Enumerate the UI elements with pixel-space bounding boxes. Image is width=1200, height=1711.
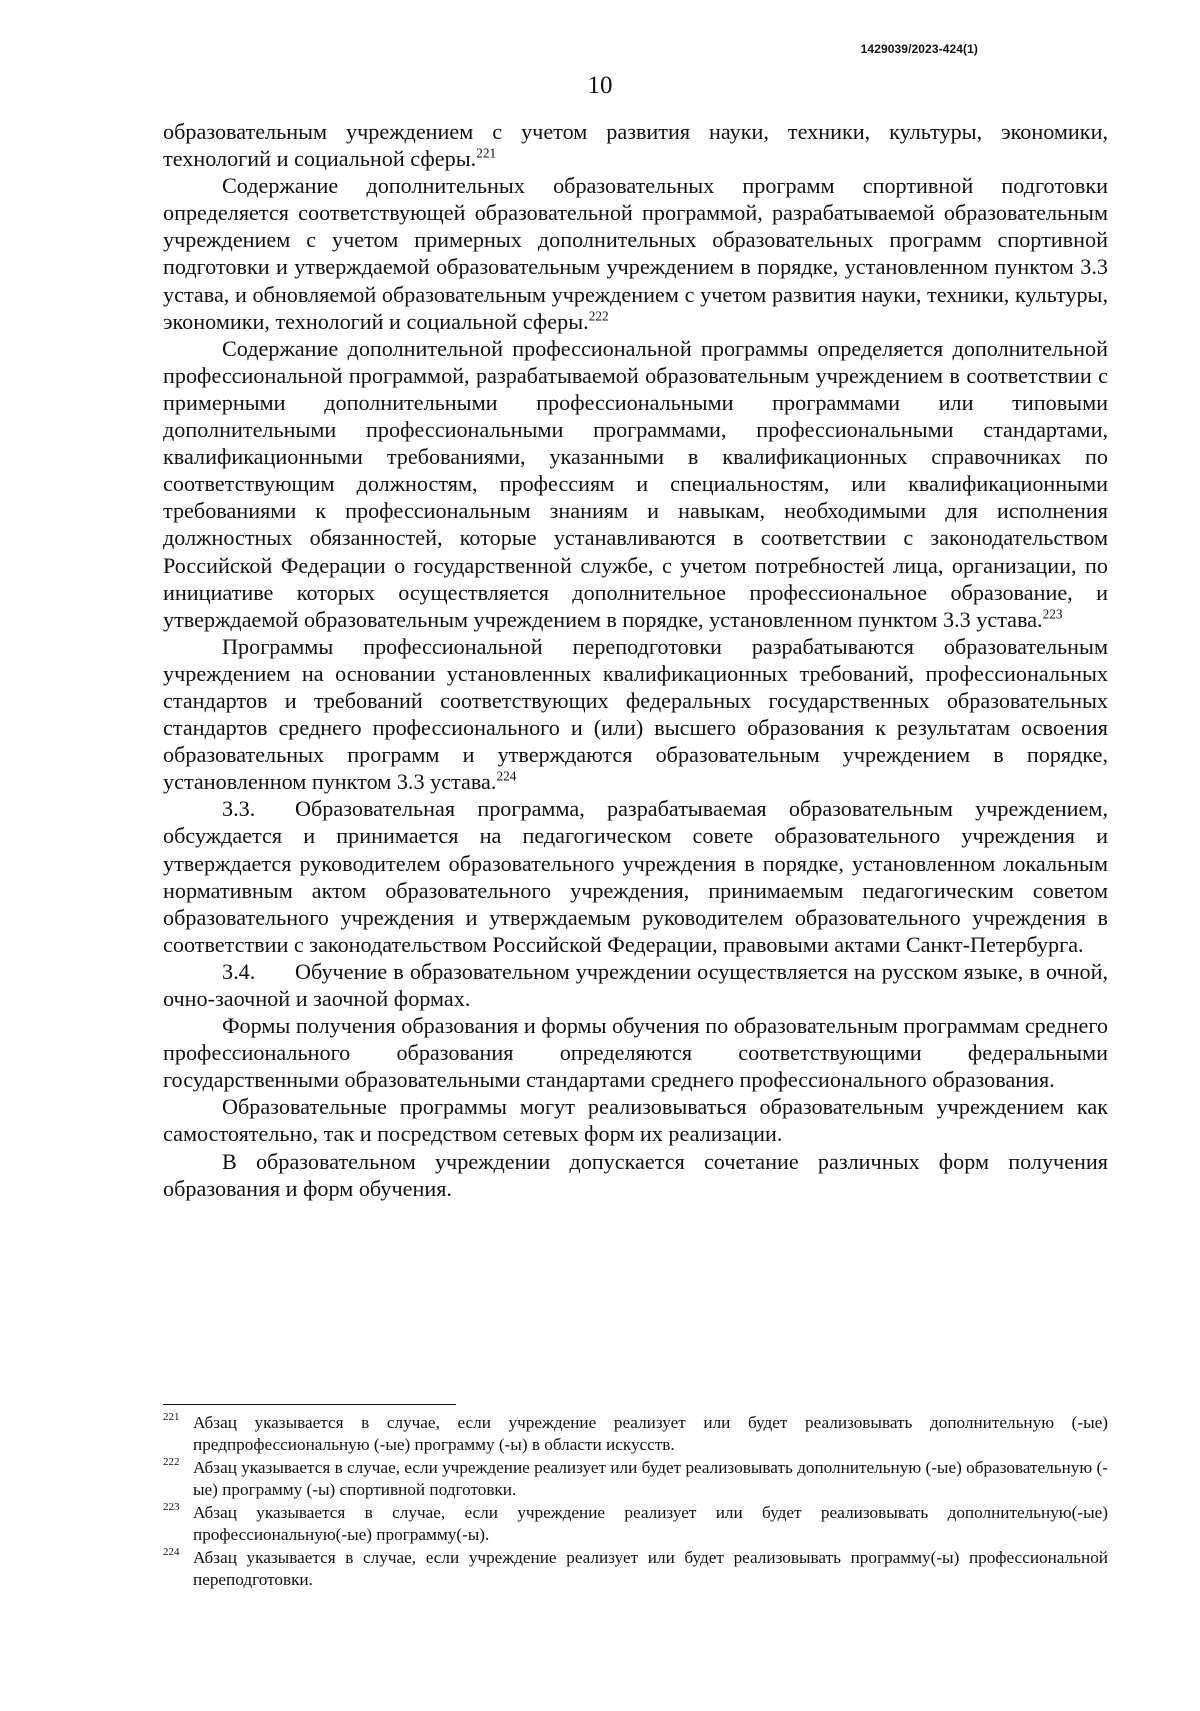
footnote-number: 224 — [163, 1546, 180, 1558]
footnote-ref[interactable]: 223 — [1042, 606, 1063, 622]
footnote-ref[interactable]: 222 — [588, 308, 609, 324]
clause-number: 3.4. — [222, 958, 256, 984]
footnote: 224 Абзац указывается в случае, если учреждение реализует или будет реализовывать программу(-ы) профессиональной переподготовки. — [163, 1547, 1108, 1590]
paragraph-continuation: образовательным учреждением с учетом развития науки, техники, культуры, экономики, технологий и социальной сферы.$^{221}$ — [163, 119, 1108, 172]
footnote-number: 221 — [163, 1411, 180, 1423]
paragraph-network-forms: Образовательные программы могут реализовываться образовательным учреждением как самостоятельно, так и посредством сетевых форм их реализации. — [163, 1094, 1108, 1147]
clause-number: 3.3. — [222, 796, 256, 822]
paragraph-education-forms: Формы получения образования и формы обучения по образовательным программам среднего профессионального образования определяются соответствующими федеральными государственными образовательными стандартами среднего профессионального образования. — [163, 1013, 1108, 1093]
footnote-number: 223 — [163, 1501, 180, 1513]
paragraph-professional-program: Содержание дополнительной профессиональной программы определяется дополнительной профессиональной программой, разрабатываемой образовательным учреждением в соответствии с примерными дополнительными профессиональными программами или типовыми дополнительными профессиональными программами, профессиональными стандартами, квалификационными требованиями, указанными в квалификационных справочниках по соответствующим должностям, профессиям и специальностям, или квалификационными требованиями к профессиональным знаниям и навыкам, необходимыми для исполнения должностных обязанностей, которые устанавливаются в соответствии с законодательством Российской Федерации о государственной службе, с учетом потребностей лица, организации, по инициативе которых осуществляется дополнительное профессиональное образование, и утверждаемой образовательным учреждением в порядке, установленном пунктом 3.3 устава.$^{223}$ — [163, 335, 1108, 632]
footnotes — [163, 1412, 1108, 1592]
footnote: 223 Абзац указывается в случае, если учреждение реализует или будет реализовывать дополнительную(-ые) профессиональную(-ые) программу(-ы). — [163, 1502, 1108, 1545]
footnote-ref[interactable]: 224 — [496, 768, 517, 784]
paragraph-retraining-programs: Программы профессиональной переподготовки разрабатываются образовательным учреждением на основании установленных квалификационных требований, профессиональных стандартов и требований соответствующих федеральных государственных образовательных стандартов среднего профессионального и (или) высшего образования к результатам освоения образовательных программ и утверждаются образовательным учреждением в порядке, установленном пунктом 3.3 устава.$^{224}$ — [163, 633, 1108, 795]
clause-3-3: 3.3. Образовательная программа, разрабатываемая образовательным учреждением, обсуждается и принимается на педагогическом совете образовательного учреждения и утверждается руководителем образовательного учреждения в порядке, установленном локальным нормативным актом образовательного учреждения, принимаемым педагогическим советом образовательного учреждения и утверждаемым руководителем образовательного учреждения в соответствии с законодательством Российской Федерации, правовыми актами Санкт-Петербурга. — [163, 796, 1108, 957]
document-id: 1429039/2023-424(1) — [860, 42, 978, 56]
footnote: 222 Абзац указывается в случае, если учреждение реализует или будет реализовывать дополнительную (-ые) образовательную (-ые) программу (-ы) спортивной подготовки. — [163, 1457, 1108, 1500]
footnote-ref[interactable]: 221 — [476, 145, 497, 161]
paragraph-combined-forms: В образовательном учреждении допускается сочетание различных форм получения образования и форм обучения. — [163, 1148, 1108, 1201]
paragraph-sports-programs: Содержание дополнительных образовательных программ спортивной подготовки определяется соответствующей образовательной программой, разрабатываемой образовательным учреждением с учетом примерных дополнительных образовательных программ спортивной подготовки и утверждаемой образовательным учреждением в порядке, установленном пунктом 3.3 устава, и обновляемой образовательным учреждением с учетом развития науки, техники, культуры, экономики, технологий и социальной сферы.$^{222}$ — [163, 173, 1108, 334]
body-text — [163, 118, 1108, 1202]
clause-3-4: 3.4. Обучение в образовательном учреждении осуществляется на русском языке, в очной, очно-заочной и заочной формах. — [163, 958, 1108, 1011]
footnote: 221 Абзац указывается в случае, если учреждение реализует или будет реализовывать дополнительную (-ые) предпрофессиональную (-ые) программу (-ы) в области искусств. — [163, 1412, 1108, 1455]
footnote-number: 222 — [163, 1456, 180, 1468]
page-number: 10 — [587, 72, 613, 99]
footnote-separator — [163, 1404, 456, 1405]
